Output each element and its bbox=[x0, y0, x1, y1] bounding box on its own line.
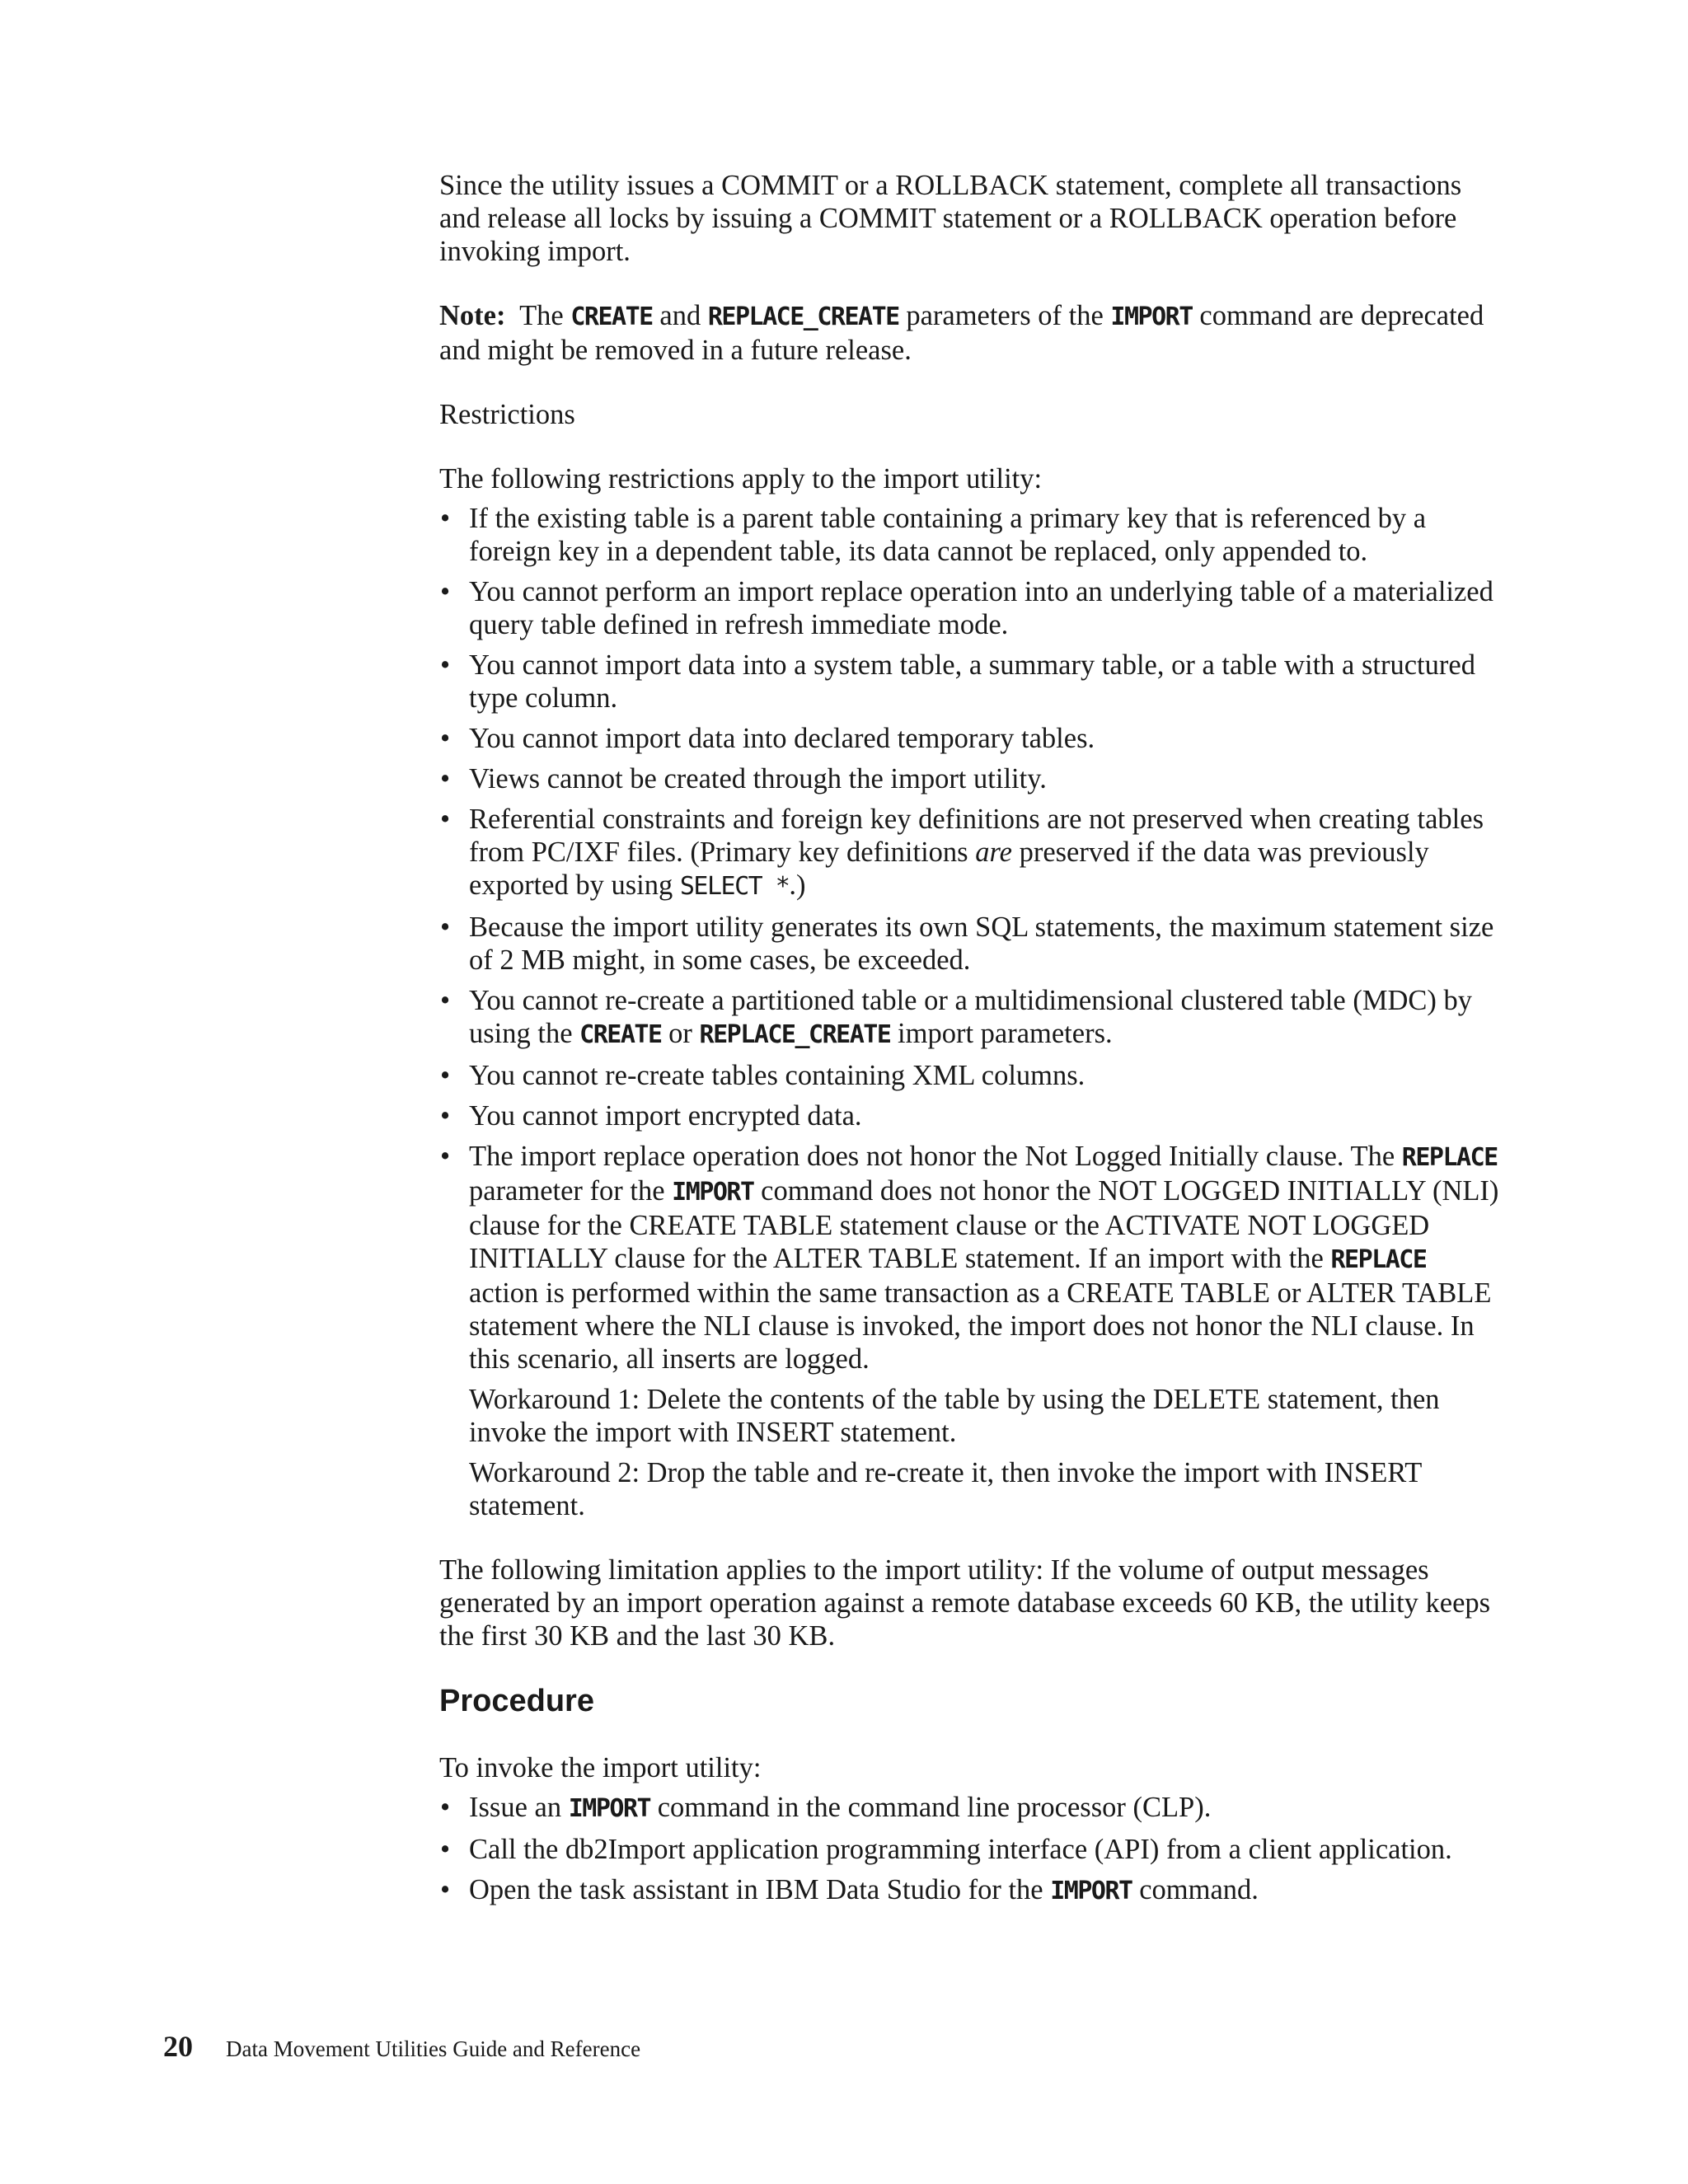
list-item-text: You cannot import encrypted data. bbox=[469, 1100, 862, 1132]
note-text-4: command are deprecated and might be removed in a future release. bbox=[439, 300, 1484, 366]
list-item-text: parameter for the bbox=[469, 1175, 665, 1207]
list-item-text: command. bbox=[1139, 1874, 1259, 1905]
procedure-list bbox=[439, 1791, 1503, 1908]
page-footer bbox=[163, 2029, 640, 2064]
keyword-import: IMPORT bbox=[568, 1794, 651, 1823]
list-item-text: Open the task assistant in IBM Data Studio for the bbox=[469, 1874, 1043, 1905]
list-item bbox=[439, 1099, 1503, 1132]
list-item bbox=[439, 984, 1503, 1052]
note-keyword-import: IMPORT bbox=[1110, 302, 1193, 331]
list-item-text: You cannot perform an import replace operation into an underlying table of a materialized query table defined in refresh immediate mode. bbox=[469, 576, 1493, 640]
keyword-replace-create: REPLACE_CREATE bbox=[699, 1020, 891, 1049]
list-item-text: Issue an bbox=[469, 1792, 562, 1823]
list-item bbox=[439, 1140, 1503, 1522]
list-item bbox=[439, 762, 1503, 795]
list-item-text: The import replace operation does not honor the Not Logged Initially clause. The bbox=[469, 1141, 1395, 1172]
note-label: Note: bbox=[439, 300, 506, 331]
keyword-replace: REPLACE bbox=[1330, 1245, 1427, 1274]
list-item bbox=[439, 722, 1503, 755]
note-keyword-create: CREATE bbox=[570, 302, 653, 331]
restrictions-heading: Restrictions bbox=[439, 399, 575, 430]
list-item bbox=[439, 1873, 1503, 1908]
restrictions-intro: The following restrictions apply to the import utility: bbox=[439, 463, 1043, 494]
intro-paragraph bbox=[439, 169, 1503, 268]
list-item bbox=[439, 1059, 1503, 1092]
list-item-text: preserved if the data was previously exported by using bbox=[469, 837, 1429, 901]
procedure-intro: To invoke the import utility: bbox=[439, 1752, 762, 1783]
list-item-text: Referential constraints and foreign key definitions are not preserved when creating tables from PC/IXF files. (Primary key definitions bbox=[469, 804, 1484, 868]
list-item-text: You cannot re-create a partitioned table or a multidimensional clustered table (MDC) by using the bbox=[469, 985, 1473, 1049]
list-item bbox=[439, 1791, 1503, 1825]
note-paragraph bbox=[439, 299, 1503, 367]
list-item-text: Because the import utility generates its own SQL statements, the maximum statement size of 2 MB might, in some cases, be exceeded. bbox=[469, 912, 1494, 976]
page-body bbox=[439, 169, 1503, 1915]
keyword-import: IMPORT bbox=[1050, 1877, 1132, 1905]
procedure-heading: Procedure bbox=[439, 1684, 594, 1718]
list-item-text: action is performed within the same transaction as a CREATE TABLE or ALTER TABLE statement where the NLI clause is invoked, the import does not honor the NLI clause. In this scenario, all inserts are logged. bbox=[469, 1277, 1492, 1375]
list-item-text: You cannot import data into declared temporary tables. bbox=[469, 723, 1095, 754]
list-item bbox=[439, 649, 1503, 715]
keyword-create: CREATE bbox=[579, 1020, 662, 1049]
list-item bbox=[439, 803, 1503, 903]
list-item-text: You cannot import data into a system table, a summary table, or a table with a structured type column. bbox=[469, 649, 1475, 714]
list-item-text: command does not honor the NOT LOGGED INITIALLY (NLI) clause for the CREATE TABLE statement clause or the ACTIVATE NOT LOGGED INITIALLY clause for the ALTER TABLE statement. If an import with the bbox=[469, 1175, 1499, 1274]
code-select-star: SELECT * bbox=[679, 872, 790, 901]
limitation-paragraph: The following limitation applies to the import utility: If the volume of output messages generated by an import operation against a remote database exceeds 60 KB, the utility keeps the first 30 KB and the last 30 KB. bbox=[439, 1554, 1491, 1652]
keyword-replace: REPLACE bbox=[1401, 1143, 1498, 1172]
list-item bbox=[439, 502, 1503, 568]
note-keyword-replace-create: REPLACE_CREATE bbox=[707, 302, 899, 331]
list-item-text: If the existing table is a parent table containing a primary key that is referenced by a foreign key in a dependent table, its data cannot be replaced, only appended to. bbox=[469, 503, 1427, 567]
keyword-import: IMPORT bbox=[672, 1178, 754, 1207]
list-item-text: import parameters. bbox=[898, 1018, 1113, 1049]
emphasis-text: are bbox=[975, 837, 1012, 868]
restrictions-list bbox=[439, 502, 1503, 1522]
intro-text: Since the utility issues a COMMIT or a ROLLBACK statement, complete all transactions and release all locks by issuing a COMMIT statement or a ROLLBACK operation before invoking import. bbox=[439, 170, 1462, 267]
workaround-1: Workaround 1: Delete the contents of the table by using the DELETE statement, then invoke the import with INSERT statement. bbox=[469, 1384, 1440, 1448]
note-text-2: and bbox=[659, 300, 701, 331]
note-text-1: The bbox=[519, 300, 564, 331]
list-item-text: .) bbox=[789, 869, 806, 901]
list-item bbox=[439, 911, 1503, 977]
list-item-text: command in the command line processor (CLP). bbox=[657, 1792, 1212, 1823]
list-item bbox=[439, 575, 1503, 641]
list-item-text: or bbox=[668, 1018, 692, 1049]
list-item-text: Views cannot be created through the import utility. bbox=[469, 763, 1047, 794]
page-number: 20 bbox=[163, 2030, 193, 2063]
list-item bbox=[439, 1833, 1503, 1866]
list-item-text: You cannot re-create tables containing XML columns. bbox=[469, 1060, 1085, 1091]
workaround-2: Workaround 2: Drop the table and re-create it, then invoke the import with INSERT statement. bbox=[469, 1457, 1422, 1521]
list-item-text: Call the db2Import application programming interface (API) from a client application. bbox=[469, 1834, 1452, 1865]
note-text-3: parameters of the bbox=[906, 300, 1104, 331]
book-title: Data Movement Utilities Guide and Reference bbox=[226, 2036, 641, 2061]
